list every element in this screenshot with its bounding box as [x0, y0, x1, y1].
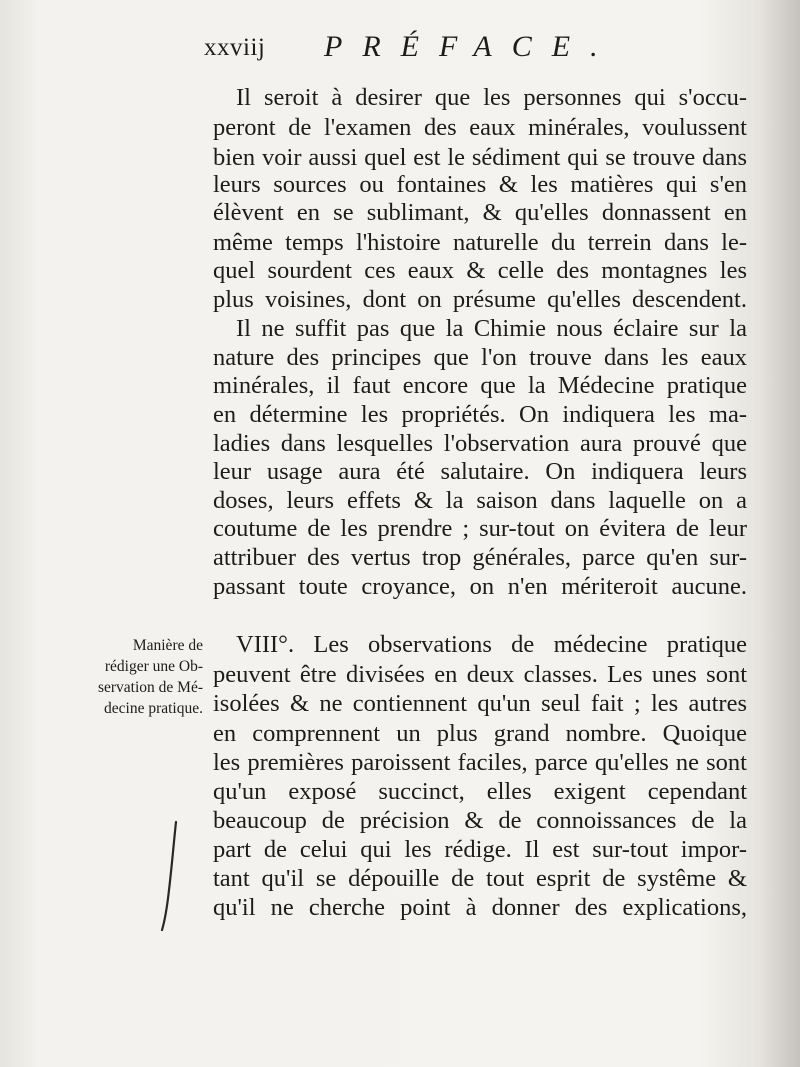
text-line: plus voisines, dont on présume qu'elles descendent.: [213, 286, 747, 313]
text-line: qu'un exposé succinct, elles exigent cependant: [213, 778, 747, 805]
text-line: leurs sources ou fontaines & les matières qui s'en: [213, 171, 747, 198]
text-line: Il seroit à desirer que les personnes qui s'occu-: [236, 84, 747, 111]
text-line: minérales, il faut encore que la Médecine pratique: [213, 372, 747, 399]
text-line: peuvent être divisées en deux classes. Les unes sont: [213, 661, 747, 688]
margin-note-line: decine pratique.: [104, 700, 203, 717]
text-line: passant toute croyance, on n'en mériteroit aucune.: [213, 573, 747, 600]
text-line: les premières paroissent faciles, parce qu'elles ne sont: [213, 749, 747, 776]
text-line: qu'il ne cherche point à donner des explications,: [213, 894, 747, 921]
text-line: attribuer des vertus trop générales, parce qu'en sur-: [213, 544, 747, 571]
text-line: nature des principes que l'on trouve dans les eaux: [213, 344, 747, 371]
text-line: VIII°. Les observations de médecine pratique: [236, 631, 747, 658]
text-line: en détermine les propriétés. On indiquera les ma-: [213, 401, 747, 428]
margin-note-line: Manière de: [132, 637, 203, 654]
text-line: leur usage aura été salutaire. On indiquera leurs: [213, 458, 747, 485]
text-line: doses, leurs effets & la saison dans laquelle on a: [213, 487, 747, 514]
text-line: élèvent en se sublimant, & qu'elles donnassent en: [213, 199, 747, 226]
text-line: ladies dans lesquelles l'observation aura prouvé que: [213, 430, 747, 457]
text-line: isolées & ne contiennent qu'un seul fait ; les autres: [213, 690, 747, 717]
text-line: bien voir aussi quel est le sédiment qui se trouve dans: [213, 144, 747, 171]
text-line: en comprennent un plus grand nombre. Quoique: [213, 720, 747, 747]
text-line: part de celui qui les rédige. Il est sur-tout impor-: [213, 836, 747, 863]
text-line: même temps l'histoire naturelle du terrein dans le-: [213, 229, 747, 256]
text-line: peront de l'examen des eaux minérales, voulussent: [213, 114, 747, 141]
text-line: coutume de les prendre ; sur-tout on évitera de leur: [213, 515, 747, 542]
text-line: quel sourdent ces eaux & celle des montagnes les: [213, 257, 747, 284]
text-line: Il ne suffit pas que la Chimie nous éclaire sur la: [236, 315, 747, 342]
text-line: beaucoup de précision & de connoissances de la: [213, 807, 747, 834]
margin-note-line: servation de Mé-: [97, 679, 203, 696]
margin-note: [81, 635, 203, 719]
page-number: xxviij: [204, 34, 266, 61]
running-title: PRÉFACE.: [324, 30, 618, 63]
page-gutter-shadow: [760, 0, 800, 1067]
handwritten-stroke-icon: [158, 820, 184, 932]
margin-note-line: rédiger une Ob-: [104, 658, 203, 675]
text-line: tant qu'il se dépouille de tout esprit de systême &: [213, 865, 747, 892]
